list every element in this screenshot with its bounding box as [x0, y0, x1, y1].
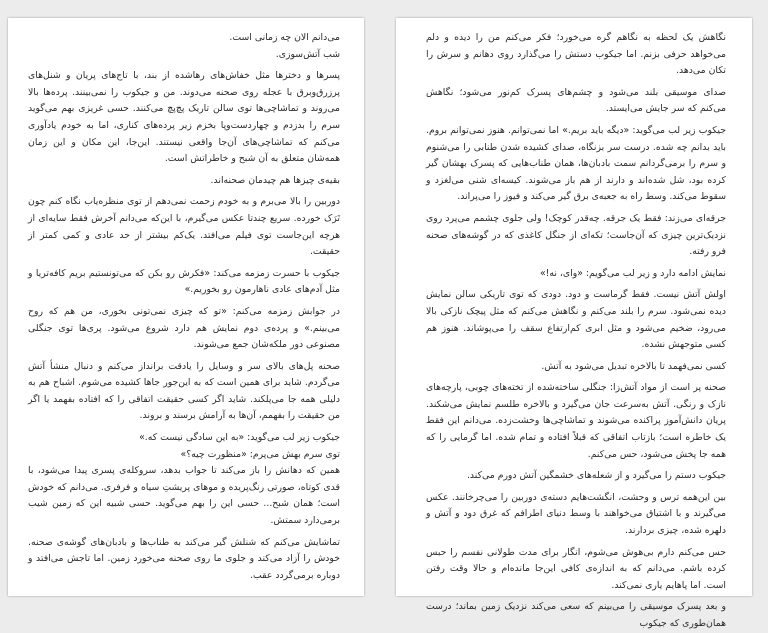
paragraph: تماشایش می‌کنم که شنلش گیر می‌کند به طناب‌ها و بادبان‌های گوشه‌ی صحنه. خودش را آزاد می‌کند و جلوی ما روی صحنه می‌خورد زمین. اما تاجش می‌افتد و دوباره برمی‌گردد عقب.	[28, 536, 340, 581]
paragraph: جیکوب با حسرت زمزمه می‌کند: «فکرش رو بکن که می‌تونستیم بریم کافه‌تریا و مثل آدم‌های عادی ناهارمون رو بخوریم.»	[28, 267, 340, 296]
paragraph: بین این‌همه ترس و وحشت، انگشت‌هایم دسته‌ی دوربین را می‌چرخانند. عکس می‌گیرند و با اشتیاق می‌خواهند با وسط دنیای اطرافم که غرق دود و آتش و دلهره شده، چیزی بردارند.	[426, 491, 726, 537]
paragraph: پسرها و دخترها مثل خفاش‌های رهاشده از بند، با تاج‌های پریان و شنل‌های پرزرق‌وبرق با عجله روی صحنه می‌دوند. من و جیکوب را نمی‌بینند. پرده‌ها بالا می‌روند و تماشاچی‌ها توی سالن تاریک پچ‌پچ می‌کنند. حسی غریزی بهم می‌گوید سرم را بدزدم و چهاردست‌وپا بخزم زیر پرده‌های کناری، اما به خودم یادآوری می‌کنم که تماشاچی‌های آن‌جا واقعی نیستند. این‌جا، این مکان و این زمان همه‌شان متعلق به آن شبح و خاطراتش است.	[28, 70, 340, 165]
paragraph: همین که دهانش را باز می‌کند تا جواب بدهد، سروکله‌ی پسری پیدا می‌شود، با قدی کوتاه، صورتی رنگ‌پریده و موهای پریشتِ سیاه و فرفری. می‌دانم که خودش است؛ همان شبح... حسی این را بهم می‌گوید. حسی شبیه این که زمین شیب برمی‌دارد سمتش.	[28, 465, 340, 527]
paragraph: نمایش ادامه دارد و زیر لب می‌گویم: «وای، نه!»	[539, 267, 726, 279]
paragraph: بقیه‌ی چیزها هم چیدمان صحنه‌اند.	[210, 174, 340, 186]
paragraph: می‌دانم الان چه زمانی است.	[229, 32, 340, 43]
paragraph: توی سرم بهش می‌پرم: «منظورت چیه؟»	[180, 448, 340, 460]
paragraph: صدای موسیقی بلند می‌شود و چشم‌های پسرک کم‌نور می‌شود؛ نگاهش می‌کنم که سر جایش می‌ایستد.	[426, 86, 726, 115]
paragraph: اولش آتش نیست. فقط گرماست و دود. دودی که توی تاریکی سالن نمایش دیده نمی‌شود. سرم را بلند می‌کنم و نگاهش می‌کنم که مثل پیچک نازکی بالا می‌رود، ضخیم می‌شود و مثل ابری کم‌ارتفاع سقف را می‌پوشاند. هنوز هم کسی متوجهش نشده.	[426, 289, 726, 351]
paragraph: دوربین را بالا می‌برم و به خودم زحمت نمی‌دهم از توی منظره‌یاب نگاه کنم چون تَرَک خورده. سریع چندتا عکس می‌گیرم، با این‌که می‌دانم آخرش فقط سایه‌ای از هرچه این‌جاست توی فیلم می‌افتد. یک‌کم بیشتر از حد عادی و کمی کمتر از حقیقت.	[28, 196, 340, 258]
paragraph: حس می‌کنم دارم بی‌هوش می‌شوم، انگار برای مدت طولانی نفسم را حبس کرده باشم. می‌دانم که به اندازه‌ی کافی این‌جا مانده‌ام و حالا وقت رفتن است. اما پاهایم یاری نمی‌کند.	[426, 546, 726, 591]
paragraph: نگاهش یک لحظه به نگاهم گره می‌خورد؛ فکر می‌کنم من را دیده و دلم می‌خواهد حرفی بزنم. اما جیکوب دستش را می‌گذارد روی دهانم و سرش را تکان می‌دهد.	[426, 32, 726, 77]
paragraph: جرقه‌ای می‌زند: فقط یک جرقه. چه‌قدر کوچک! ولی جلوی چشمم می‌پرد روی نزدیک‌ترین چیزی که آن‌جاست؛ تکه‌ای از جنگل کاغذی که در گوشه‌های صحنه فرو رفته.	[426, 212, 726, 258]
page-left	[8, 18, 364, 596]
paragraph: جیکوب زیر لب می‌گوید: «دیگه باید بریم.» اما نمی‌توانم. هنوز نمی‌توانم بروم. باید بدانم چه شده. درست سر بزنگاه، صدای کشیده شدن طنابی را می‌شنوم و سرم را برمی‌گردانم سمت بادبان‌ها، همان طناب‌هایی که پسرک بهشان گیر کرده بود، شل شده‌اند و دارند از هم باز می‌شوند. کیسه‌ای شنی می‌لغزد و سقوط می‌کند. وسط راه به جعبه‌ی برق گیر می‌کند و فیوز را می‌پراند.	[426, 124, 726, 203]
paragraph: جیکوب زیر لب می‌گوید: «به این سادگی نیست که.»	[139, 432, 340, 444]
page-left-text	[8, 18, 364, 584]
paragraph: شب آتش‌سوزی.	[275, 48, 340, 60]
paragraph: در جوابش زمزمه می‌کنم: «تو که چیزی نمی‌تونی بخوری، من هم که روح می‌بینم.» و پرده‌ی دوم نمایش هم دارد شروع می‌شود. پری‌ها توی جنگلی مصنوعی دور ملکه‌شان جمع می‌شوند.	[28, 305, 340, 351]
paragraph: کسی نمی‌فهمد تا بالاخره تبدیل می‌شود به آتش.	[541, 360, 726, 372]
paragraph: صحنه پر است از مواد آتش‌زا: جنگلی ساخته‌شده از تخته‌های چوبی، پارچه‌های نازک و رنگی. آتش به‌سرعت جان می‌گیرد و بالاخره طلسم نمایش می‌شکند. پریان دانش‌آموز پراکنده می‌شوند و تماشاچی‌ها وحشت‌زده. می‌دانم این فقط یک خاطره است؛ بازتاب اتفاقی که قبلاً افتاده و تمام شده. اما گرمایی را که همه جا پخش می‌شود، حس می‌کنم.	[426, 382, 726, 460]
paragraph: صحنه پل‌های بالای سر و وسایل را یادقت برانداز می‌کنم و دنبال منشأ آتش می‌گردم. شاید برای همین است که به این‌جور جاها کشیده می‌شوم. اشباح هم به دلیلی همه جا می‌پلکند. شاید اگر کسی حقیقت اتفاقی را که افتاده بفهمد یا اگر من حقیقت را بفهمم، آن‌ها به آرامش برسند و بروند.	[28, 360, 340, 422]
paragraph: و بعد پسرک موسیقی را می‌بینم که سعی می‌کند نزدیک زمین بماند؛ درست همان‌طوری که جیکوب	[426, 601, 726, 629]
paragraph: جیکوب دستم را می‌گیرد و از شعله‌های خشمگین آتش دورم می‌کند.	[466, 470, 726, 482]
page-right-text	[396, 18, 752, 633]
page-right	[396, 18, 752, 629]
